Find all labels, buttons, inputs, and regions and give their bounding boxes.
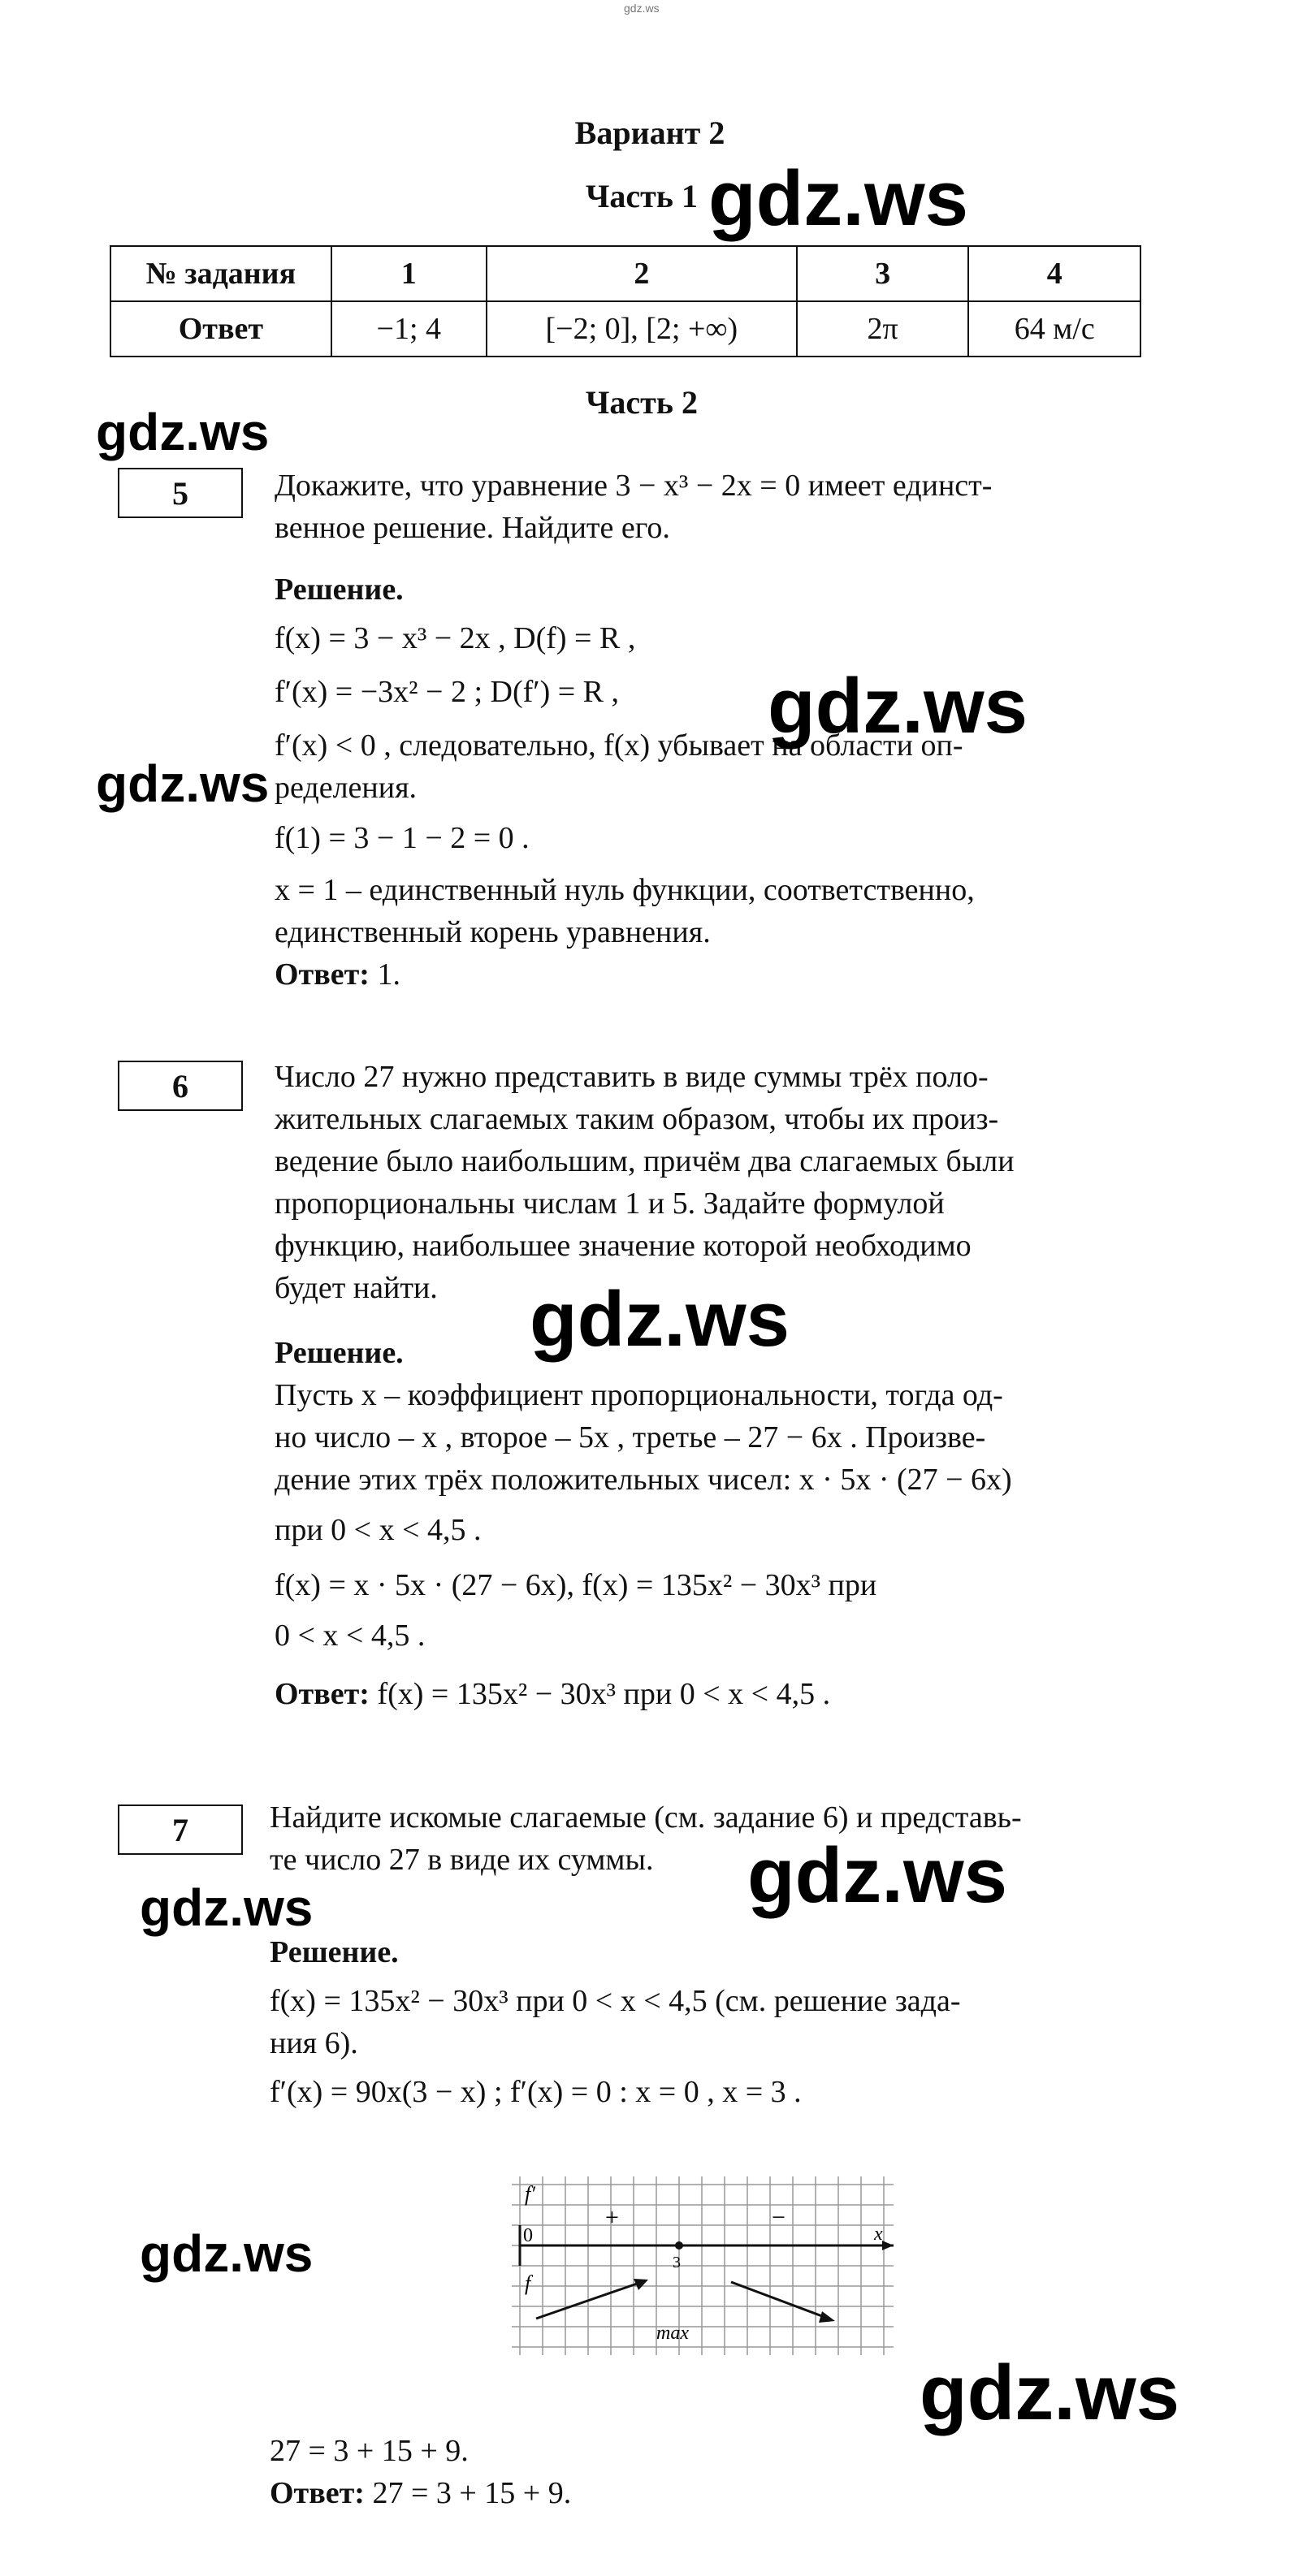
task7-number: 7 (118, 1804, 243, 1855)
statement-line: функцию, наибольшее значение которой необходимо (275, 1229, 972, 1263)
label-f: f (525, 2271, 531, 2295)
table-cell: 1 (331, 246, 487, 301)
solution-line: f′(x) = −3x² − 2 ; D(f′) = R , (275, 675, 620, 709)
solution-line: при 0 < x < 4,5 . (275, 1513, 482, 1547)
task5-statement (275, 465, 992, 549)
task6-solution (275, 1332, 1012, 1715)
table-cell: 3 (797, 246, 969, 301)
statement-line: венное решение. Найдите его. (275, 511, 670, 545)
label-plus: + (605, 2204, 619, 2231)
solution-line: 0 < x < 4,5 . (275, 1619, 426, 1653)
task5-solution (275, 568, 975, 996)
watermark: gdz.ws (768, 663, 1028, 750)
watermark: gdz.ws (96, 754, 270, 813)
statement-line: жительных слагаемых таким образом, чтобы их произ- (275, 1102, 999, 1136)
solution-line: ределения. (275, 771, 418, 805)
watermark: gdz.ws (96, 403, 270, 461)
answer-label: Ответ: (275, 1677, 370, 1711)
task6-statement (275, 1056, 1015, 1309)
answer-value: f(x) = 135x² − 30x³ при 0 < x < 4,5 . (377, 1677, 831, 1711)
table-cell: [−2; 0], [2; +∞) (487, 301, 797, 357)
answer-label: Ответ: (275, 957, 370, 992)
solution-line: f′(x) = 90x(3 − x) ; f′(x) = 0 : x = 0 , x = 3 . (270, 2075, 802, 2109)
table-row (110, 301, 1140, 357)
label-fprime: f′ (525, 2182, 535, 2206)
label-axis-x: x (874, 2224, 883, 2245)
watermark: gdz.ws (140, 1878, 314, 1937)
solution-label: Решение. (275, 573, 404, 607)
statement-line: Найдите искомые слагаемые (см. задание 6) и представь- (270, 1800, 1022, 1835)
task7-solution (270, 1931, 960, 2113)
table-cell: 64 м/с (968, 301, 1140, 357)
decrease-arrowhead (819, 2311, 835, 2323)
table-cell: Ответ (110, 301, 331, 357)
sum-line: 27 = 3 + 15 + 9. (270, 2434, 469, 2468)
solution-line: f(1) = 3 − 1 − 2 = 0 . (275, 821, 530, 855)
watermark: gdz.ws (747, 1832, 1008, 1919)
increase-arrow (536, 2282, 642, 2319)
answers-table (110, 245, 1141, 357)
top-mark: gdz.ws (624, 2, 660, 15)
label-zero: 0 (523, 2225, 533, 2246)
x-axis-arrow (882, 2241, 894, 2250)
solution-line: ния 6). (270, 2026, 358, 2060)
solution-label: Решение. (270, 1935, 399, 1969)
solution-line: f(x) = 3 − x³ − 2x , D(f) = R , (275, 621, 636, 655)
solution-label: Решение. (275, 1336, 404, 1370)
decrease-arrow (731, 2282, 829, 2319)
task5-number: 5 (118, 468, 243, 518)
solution-line: f(x) = 135x² − 30x³ при 0 < x < 4,5 (см. решение зада- (270, 1984, 961, 2018)
answer-label: Ответ: (270, 2476, 365, 2510)
variant-title: Вариант 2 (574, 115, 725, 151)
statement-line: будет найти. (275, 1271, 438, 1305)
label-minus: − (772, 2204, 785, 2231)
watermark: gdz.ws (530, 1276, 790, 1363)
task6-number: 6 (118, 1061, 243, 1111)
part2-title: Часть 2 (586, 384, 698, 421)
watermark: gdz.ws (708, 155, 969, 242)
chart-grid (512, 2176, 894, 2355)
table-cell: 2 (487, 246, 797, 301)
table-header-row (110, 246, 1140, 301)
statement-line: пропорциональны числам 1 и 5. Задайте формулой (275, 1186, 945, 1221)
watermark: gdz.ws (140, 2224, 314, 2283)
solution-line: но число – x , второе – 5x , третье – 27 − 6x . Произве- (275, 1420, 986, 1454)
answer-value: 27 = 3 + 15 + 9. (372, 2476, 572, 2510)
solution-line: дение этих трёх положительных чисел: x · 5x · (27 − 6x) (275, 1463, 1012, 1497)
solution-line: Пусть x – коэффициент пропорциональности, тогда од- (275, 1378, 1003, 1412)
statement-line: Докажите, что уравнение 3 − x³ − 2x = 0 имеет единст- (275, 469, 993, 503)
label-max: max (656, 2323, 689, 2344)
watermark: gdz.ws (920, 2349, 1180, 2436)
part1-title: Часть 1 (586, 178, 698, 214)
point-three (675, 2241, 683, 2250)
sign-chart (512, 2176, 902, 2363)
label-three: 3 (673, 2254, 681, 2271)
task7-result (270, 2430, 571, 2514)
solution-line: f(x) = x · 5x · (27 − 6x), f(x) = 135x² − 30x³ при (275, 1568, 877, 1602)
statement-line: Число 27 нужно представить в виде суммы трёх поло- (275, 1060, 989, 1094)
solution-line: единственный корень уравнения. (275, 915, 711, 949)
table-cell: −1; 4 (331, 301, 487, 357)
statement-line: те число 27 в виде их суммы. (270, 1843, 654, 1877)
statement-line: ведение было наибольшим, причём два слагаемых были (275, 1144, 1015, 1178)
solution-line: x = 1 – единственный нуль функции, соответственно, (275, 873, 975, 907)
solution-line: f′(x) < 0 , следовательно, f(x) убывает на области оп- (275, 728, 963, 763)
table-cell: № задания (110, 246, 331, 301)
answer-value: 1. (377, 957, 400, 992)
table-cell: 4 (968, 246, 1140, 301)
table-cell: 2π (797, 301, 969, 357)
